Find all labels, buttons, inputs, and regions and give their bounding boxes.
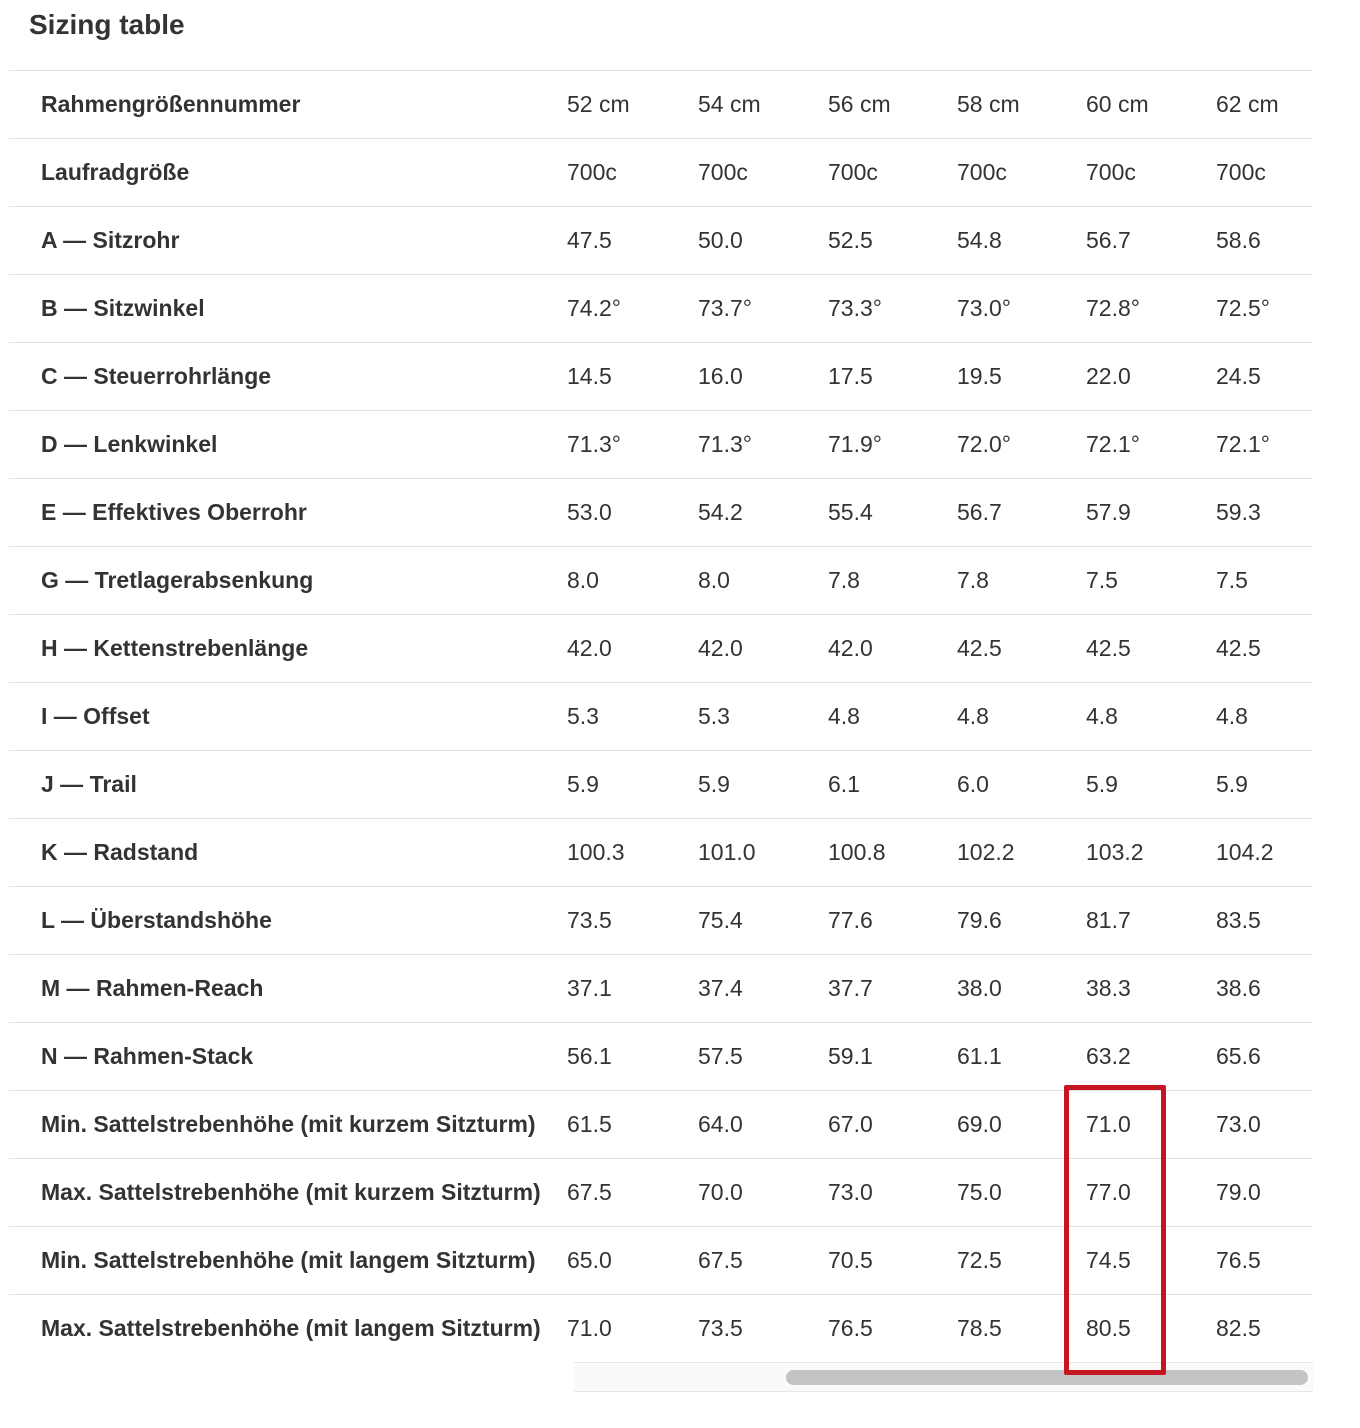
table-cell: 72.1° xyxy=(1086,431,1140,457)
table-cell: 70.0 xyxy=(698,1179,743,1205)
table-cell: 73.5 xyxy=(698,1315,743,1341)
row-cells xyxy=(567,275,1313,342)
table-row xyxy=(9,1158,1313,1226)
table-cell: 58 cm xyxy=(957,91,1020,117)
table-cell: 5.3 xyxy=(567,703,599,729)
table-cell: 22.0 xyxy=(1086,363,1131,389)
table-row xyxy=(9,342,1313,410)
table-cell: 42.5 xyxy=(1086,635,1131,661)
table-cell: 52 cm xyxy=(567,91,630,117)
table-cell: 77.6 xyxy=(828,907,873,933)
table-cell: 55.4 xyxy=(828,499,873,525)
row-label: D — Lenkwinkel xyxy=(41,431,218,457)
table-cell: 101.0 xyxy=(698,839,756,865)
table-cell: 75.4 xyxy=(698,907,743,933)
table-cell: 57.5 xyxy=(698,1043,743,1069)
table-cell: 72.1° xyxy=(1216,431,1270,457)
row-cells xyxy=(567,1023,1313,1090)
table-row xyxy=(9,70,1313,138)
table-cell: 75.0 xyxy=(957,1179,1002,1205)
table-cell: 62 cm xyxy=(1216,91,1279,117)
table-cell: 65.6 xyxy=(1216,1043,1261,1069)
table-cell: 104.2 xyxy=(1216,839,1274,865)
page-title: Sizing table xyxy=(29,9,185,40)
table-cell: 73.0 xyxy=(1216,1111,1261,1137)
table-cell: 4.8 xyxy=(957,703,989,729)
table-cell: 73.0 xyxy=(828,1179,873,1205)
table-cell: 42.0 xyxy=(698,635,743,661)
table-row xyxy=(9,750,1313,818)
table-cell: 64.0 xyxy=(698,1111,743,1137)
table-cell: 5.9 xyxy=(698,771,730,797)
row-label: Min. Sattelstrebenhöhe (mit kurzem Sitzturm) xyxy=(41,1111,536,1137)
table-cell: 42.5 xyxy=(957,635,1002,661)
table-cell: 24.5 xyxy=(1216,363,1261,389)
table-cell: 80.5 xyxy=(1086,1315,1131,1341)
table-cell: 37.1 xyxy=(567,975,612,1001)
table-row xyxy=(9,1294,1313,1362)
table-cell: 61.1 xyxy=(957,1043,1002,1069)
table-cell: 63.2 xyxy=(1086,1043,1131,1069)
table-cell: 7.5 xyxy=(1086,567,1118,593)
table-cell: 83.5 xyxy=(1216,907,1261,933)
row-label: Max. Sattelstrebenhöhe (mit langem Sitzturm) xyxy=(41,1315,541,1341)
row-cells xyxy=(567,1227,1313,1294)
row-label: A — Sitzrohr xyxy=(41,227,180,253)
table-cell: 38.6 xyxy=(1216,975,1261,1001)
table-row xyxy=(9,410,1313,478)
table-cell: 79.0 xyxy=(1216,1179,1261,1205)
table-cell: 38.3 xyxy=(1086,975,1131,1001)
table-cell: 53.0 xyxy=(567,499,612,525)
table-cell: 42.0 xyxy=(567,635,612,661)
table-cell: 16.0 xyxy=(698,363,743,389)
table-cell: 7.8 xyxy=(828,567,860,593)
table-cell: 67.0 xyxy=(828,1111,873,1137)
row-label: J — Trail xyxy=(41,771,137,797)
row-cells xyxy=(567,1295,1313,1362)
table-cell: 72.0° xyxy=(957,431,1011,457)
table-cell: 14.5 xyxy=(567,363,612,389)
row-cells xyxy=(567,683,1313,750)
table-cell: 8.0 xyxy=(567,567,599,593)
table-cell: 59.3 xyxy=(1216,499,1261,525)
table-row xyxy=(9,206,1313,274)
row-cells xyxy=(567,955,1313,1022)
table-cell: 700c xyxy=(567,159,617,185)
table-cell: 59.1 xyxy=(828,1043,873,1069)
table-cell: 56.7 xyxy=(1086,227,1131,253)
table-cell: 76.5 xyxy=(828,1315,873,1341)
row-cells xyxy=(567,1159,1313,1226)
table-cell: 8.0 xyxy=(698,567,730,593)
row-label: I — Offset xyxy=(41,703,150,729)
row-label: C — Steuerrohrlänge xyxy=(41,363,272,389)
table-cell: 77.0 xyxy=(1086,1179,1131,1205)
row-cells xyxy=(567,71,1313,138)
table-cell: 71.0 xyxy=(1086,1111,1131,1137)
table-cell: 6.1 xyxy=(828,771,860,797)
table-cell: 54.8 xyxy=(957,227,1002,253)
table-cell: 42.5 xyxy=(1216,635,1261,661)
table-cell: 56 cm xyxy=(828,91,891,117)
table-cell: 54.2 xyxy=(698,499,743,525)
scrollbar-thumb[interactable] xyxy=(786,1370,1308,1385)
table-row xyxy=(9,1022,1313,1090)
table-row xyxy=(9,818,1313,886)
table-cell: 102.2 xyxy=(957,839,1015,865)
table-cell: 56.7 xyxy=(957,499,1002,525)
row-label: G — Tretlagerabsenkung xyxy=(41,567,314,593)
table-cell: 100.3 xyxy=(567,839,625,865)
row-cells xyxy=(567,207,1313,274)
table-row xyxy=(9,682,1313,750)
sizing-table xyxy=(9,70,1313,1362)
table-cell: 71.9° xyxy=(828,431,882,457)
table-cell: 71.3° xyxy=(698,431,752,457)
table-cell: 71.0 xyxy=(567,1315,612,1341)
table-cell: 76.5 xyxy=(1216,1247,1261,1273)
table-cell: 19.5 xyxy=(957,363,1002,389)
row-cells xyxy=(567,819,1313,886)
row-cells xyxy=(567,411,1313,478)
table-cell: 4.8 xyxy=(1216,703,1248,729)
table-cell: 67.5 xyxy=(567,1179,612,1205)
table-cell: 700c xyxy=(698,159,748,185)
table-cell: 7.8 xyxy=(957,567,989,593)
table-cell: 700c xyxy=(1086,159,1136,185)
horizontal-scrollbar[interactable] xyxy=(574,1362,1313,1392)
row-cells xyxy=(567,547,1313,614)
row-label: Max. Sattelstrebenhöhe (mit kurzem Sitzturm) xyxy=(41,1179,541,1205)
row-label: B — Sitzwinkel xyxy=(41,295,205,321)
table-cell: 47.5 xyxy=(567,227,612,253)
table-cell: 79.6 xyxy=(957,907,1002,933)
table-cell: 74.5 xyxy=(1086,1247,1131,1273)
table-cell: 7.5 xyxy=(1216,567,1248,593)
table-cell: 38.0 xyxy=(957,975,1002,1001)
table-cell: 60 cm xyxy=(1086,91,1149,117)
table-cell: 73.3° xyxy=(828,295,882,321)
row-label: Rahmengrößennummer xyxy=(41,91,301,117)
table-row xyxy=(9,1226,1313,1294)
table-cell: 69.0 xyxy=(957,1111,1002,1137)
table-cell: 71.3° xyxy=(567,431,621,457)
table-cell: 17.5 xyxy=(828,363,873,389)
table-cell: 81.7 xyxy=(1086,907,1131,933)
row-cells xyxy=(567,887,1313,954)
table-cell: 72.8° xyxy=(1086,295,1140,321)
row-label: Min. Sattelstrebenhöhe (mit langem Sitzturm) xyxy=(41,1247,536,1273)
table-row xyxy=(9,886,1313,954)
table-cell: 50.0 xyxy=(698,227,743,253)
table-cell: 37.7 xyxy=(828,975,873,1001)
row-cells xyxy=(567,139,1313,206)
table-cell: 67.5 xyxy=(698,1247,743,1273)
table-cell: 61.5 xyxy=(567,1111,612,1137)
table-cell: 6.0 xyxy=(957,771,989,797)
table-cell: 56.1 xyxy=(567,1043,612,1069)
table-cell: 5.9 xyxy=(1086,771,1118,797)
table-cell: 72.5° xyxy=(1216,295,1270,321)
row-label: M — Rahmen-Reach xyxy=(41,975,264,1001)
table-cell: 74.2° xyxy=(567,295,621,321)
table-cell: 700c xyxy=(828,159,878,185)
table-row xyxy=(9,478,1313,546)
row-label: N — Rahmen-Stack xyxy=(41,1043,254,1069)
row-label: H — Kettenstrebenlänge xyxy=(41,635,309,661)
table-cell: 58.6 xyxy=(1216,227,1261,253)
table-row xyxy=(9,614,1313,682)
table-row xyxy=(9,274,1313,342)
table-cell: 5.9 xyxy=(567,771,599,797)
table-row xyxy=(9,954,1313,1022)
row-cells xyxy=(567,751,1313,818)
row-label: K — Radstand xyxy=(41,839,199,865)
row-cells xyxy=(567,1091,1313,1158)
table-cell: 4.8 xyxy=(1086,703,1118,729)
table-cell: 52.5 xyxy=(828,227,873,253)
row-label: L — Überstandshöhe xyxy=(41,907,272,933)
table-cell: 5.3 xyxy=(698,703,730,729)
row-cells xyxy=(567,479,1313,546)
row-cells xyxy=(567,343,1313,410)
table-cell: 103.2 xyxy=(1086,839,1144,865)
table-cell: 57.9 xyxy=(1086,499,1131,525)
table-cell: 700c xyxy=(1216,159,1266,185)
table-cell: 5.9 xyxy=(1216,771,1248,797)
table-cell: 72.5 xyxy=(957,1247,1002,1273)
row-cells xyxy=(567,615,1313,682)
table-cell: 54 cm xyxy=(698,91,761,117)
table-cell: 73.0° xyxy=(957,295,1011,321)
table-cell: 4.8 xyxy=(828,703,860,729)
table-cell: 65.0 xyxy=(567,1247,612,1273)
table-cell: 700c xyxy=(957,159,1007,185)
table-row xyxy=(9,138,1313,206)
table-cell: 100.8 xyxy=(828,839,886,865)
table-row xyxy=(9,1090,1313,1158)
table-cell: 82.5 xyxy=(1216,1315,1261,1341)
table-cell: 73.7° xyxy=(698,295,752,321)
table-cell: 42.0 xyxy=(828,635,873,661)
table-cell: 73.5 xyxy=(567,907,612,933)
table-cell: 70.5 xyxy=(828,1247,873,1273)
table-cell: 37.4 xyxy=(698,975,743,1001)
row-label: E — Effektives Oberrohr xyxy=(41,499,307,525)
row-label: Laufradgröße xyxy=(41,159,190,185)
table-cell: 78.5 xyxy=(957,1315,1002,1341)
table-row xyxy=(9,546,1313,614)
